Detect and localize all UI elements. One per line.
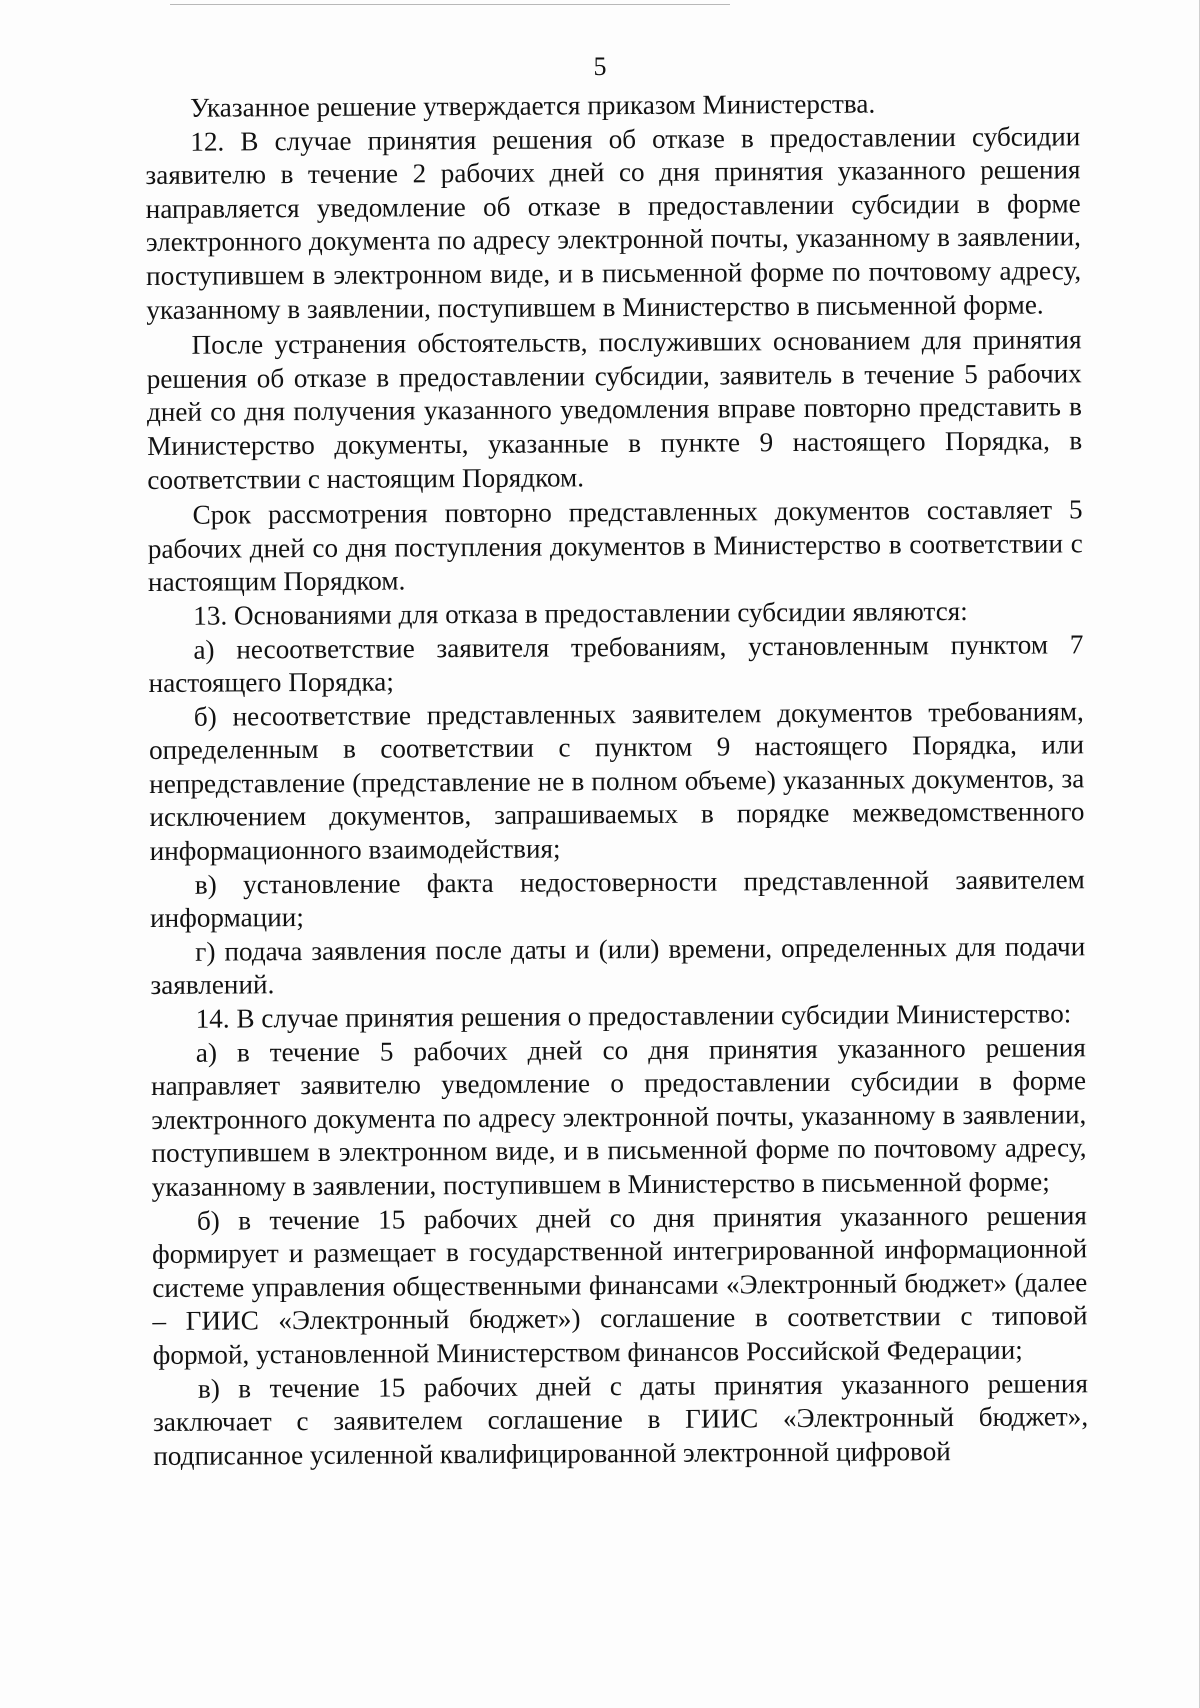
document-body — [145, 86, 1088, 1473]
paragraph-14-a: а) в течение 5 рабочих дней со дня принятия указанного решения направляет заявителю уведомление о предоставлении субсидии в форме электронного документа по адресу электронной почты, указанному в заявлении, поступившем в электронном виде, и в письменной форме по почтовому адресу, указанному в заявлении, поступившем в Министерство в письменной форме; — [150, 1031, 1087, 1202]
paragraph-13: 13. Основаниями для отказа в предоставлении субсидии являются: — [193, 595, 968, 631]
paragraph-14: 14. В случае принятия решения о предоставлении субсидии Министерство: — [195, 998, 1072, 1034]
paragraph-review-term: Срок рассмотрения повторно представленных документов составляет 5 рабочих дней со дня поступления документов в Министерство в соответствии с настоящим Порядком. — [147, 494, 1083, 598]
paragraph-13-b: б) несоответствие представленных заявителем документов требованиям, определенным в соответствии с пунктом 9 настоящего Порядка, или непредставление (представление не в полном объеме) указанных документов, за исключением документов, запрашиваемых в порядке межведомственного информационного взаимодействия; — [148, 695, 1085, 867]
page-number: 5 — [593, 52, 607, 81]
paragraph-approval: Указанное решение утверждается приказом Министерства. — [190, 88, 876, 123]
paragraph-resubmission: После устранения обстоятельств, послуживших основанием для принятия решения об отказе в предоставлении субсидии, заявитель в течение 5 рабочих дней со дня получения указанного уведомления вправе повторно представить в Министерство документы, указанные в пункте 9 настоящего Порядка, в соответствии с настоящим Порядком. — [146, 324, 1083, 495]
paragraph-13-g: г) подача заявления после даты и (или) времени, определенных для подачи заявлений. — [150, 931, 1086, 1001]
paragraph-12: 12. В случае принятия решения об отказе в предоставлении субсидии заявителю в течение 2 рабочих дней со дня принятия указанного решения направляется уведомление об отказе в предоставлении субсидии в форме электронного документа по адресу электронной почты, указанному в заявлении, поступившем в электронном виде, и в письменной форме по почтовому адресу, указанному в заявлении, поступившем в Министерство в письменной форме. — [145, 120, 1082, 325]
paragraph-13-v: в) установление факта недостоверности представленной заявителем информации; — [149, 863, 1085, 934]
paragraph-13-a: а) несоответствие заявителя требованиям, установленным пунктом 7 настоящего Порядка; — [148, 628, 1084, 699]
paragraph-14-b: б) в течение 15 рабочих дней со дня принятия указанного решения формирует и размещает в государственной интегрированной информационной системе управления общественными финансами «Электронный бюджет» (далее – ГИИС «Электронный бюджет») соглашение в соответствии с типовой формой, установленной Министерством финансов Российской Федерации; — [152, 1199, 1088, 1370]
paragraph-14-v: в) в течение 15 рабочих дней с даты принятия указанного решения заключает с заявителем соглашение в ГИИС «Электронный бюджет», подписанное усиленной квалифицированной электронной цифровой — [153, 1367, 1089, 1471]
scan-edge-top — [170, 4, 730, 5]
